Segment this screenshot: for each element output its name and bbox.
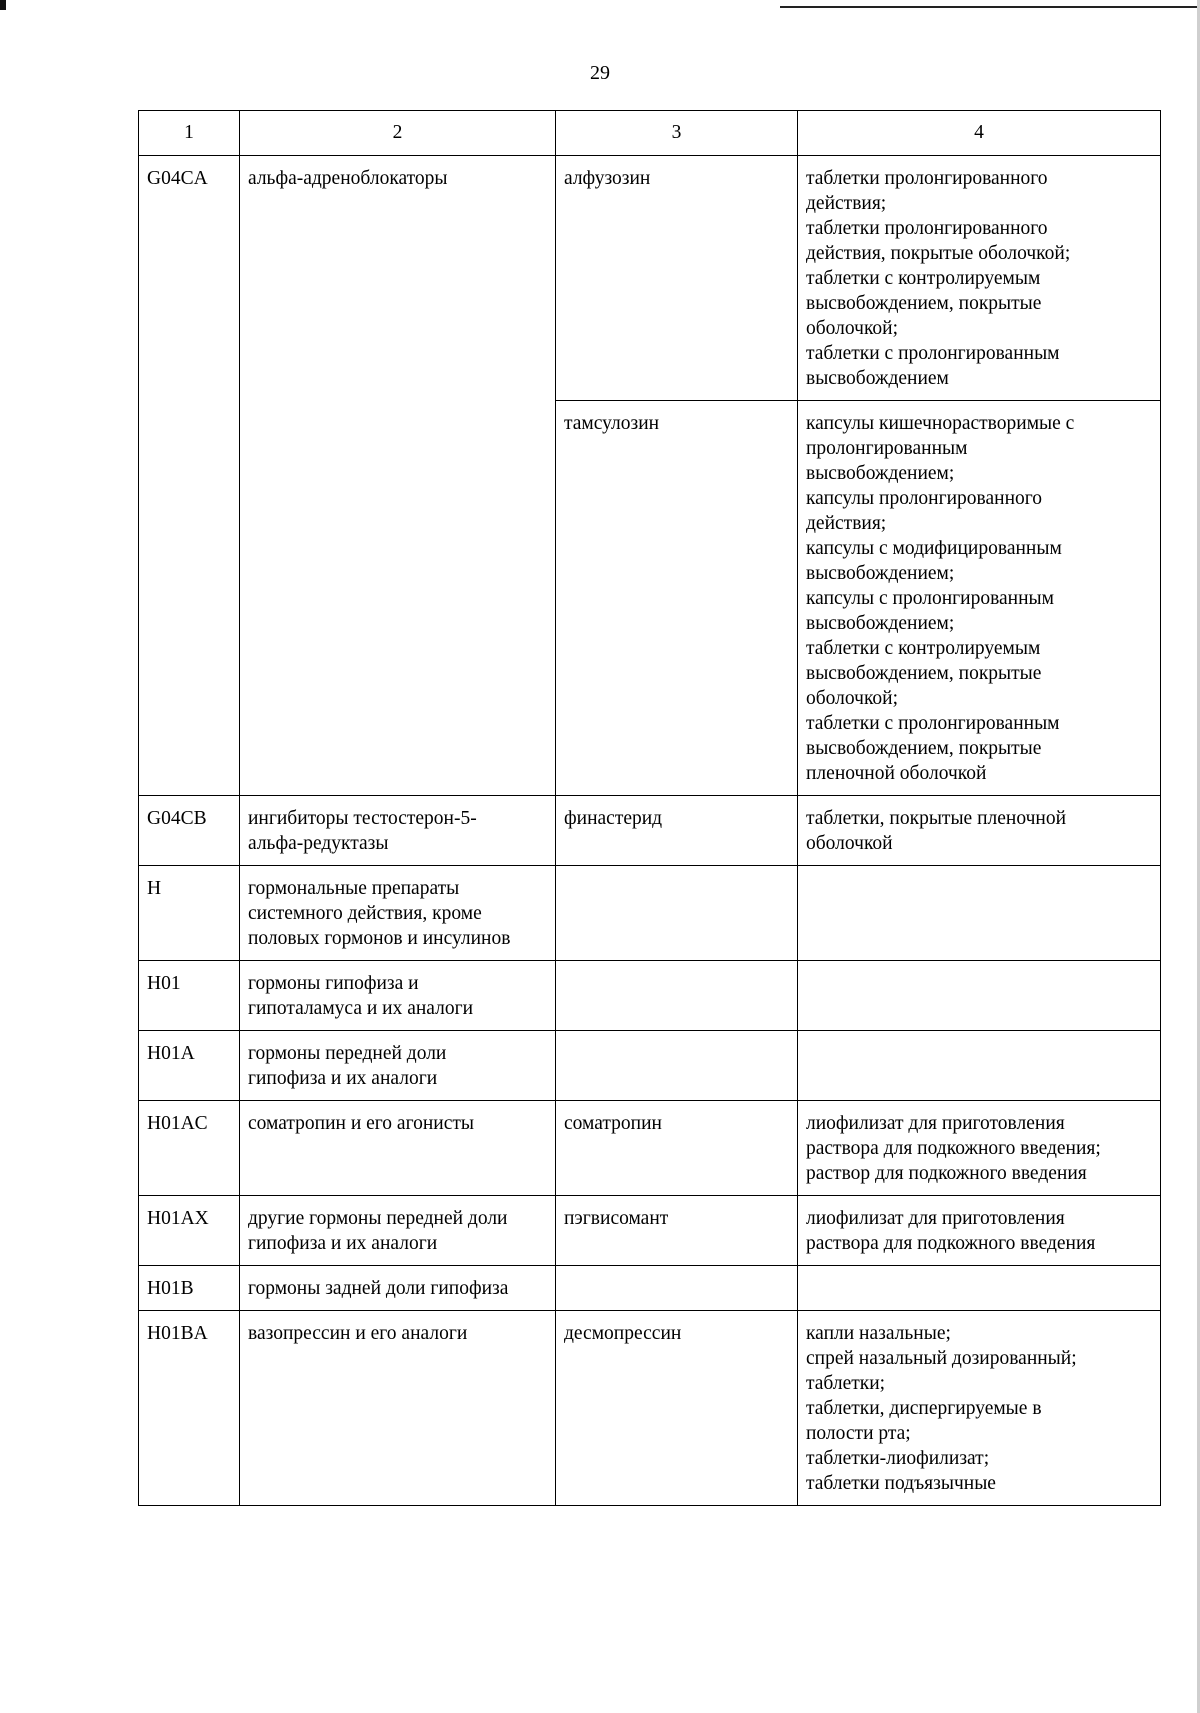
- dosage-form-line: лиофилизат для приготовления: [806, 1113, 1065, 1134]
- dosage-form-line: действия;: [806, 513, 887, 534]
- atc-group-cell: [240, 1196, 556, 1266]
- table-row: [139, 796, 1161, 866]
- dosage-forms-cell: [798, 1311, 1161, 1506]
- dosage-form-line: капсулы с модифицированным: [806, 538, 1062, 559]
- drug-name-cell: финастерид: [556, 796, 798, 866]
- group-line: вазопрессин и его аналоги: [248, 1323, 468, 1344]
- dosage-form-line: раствор для подкожного введения: [806, 1163, 1087, 1184]
- dosage-form-line: таблетки пролонгированного: [806, 218, 1048, 239]
- dosage-forms-cell: [798, 1196, 1161, 1266]
- group-line: гормональные препараты: [248, 878, 460, 899]
- drug-name-cell: пэгвисомант: [556, 1196, 798, 1266]
- table-row: [139, 1266, 1161, 1311]
- dosage-form-line: таблетки с контролируемым: [806, 638, 1041, 659]
- table-row: [139, 866, 1161, 961]
- dosage-form-line: спрей назальный дозированный;: [806, 1348, 1077, 1369]
- table-row: [139, 1101, 1161, 1196]
- dosage-form-line: таблетки с пролонгированным: [806, 713, 1060, 734]
- atc-group-cell: [240, 866, 556, 961]
- column-header-3: 3: [556, 111, 798, 156]
- group-line: гипофиза и их аналоги: [248, 1233, 438, 1254]
- group-line: соматропин и его агонисты: [248, 1113, 475, 1134]
- dosage-forms-cell: [798, 1266, 1161, 1311]
- drug-name-cell: [556, 866, 798, 961]
- dosage-form-line: действия, покрытые оболочкой;: [806, 243, 1071, 264]
- atc-group-cell: [240, 961, 556, 1031]
- group-line: альфа-редуктазы: [248, 833, 389, 854]
- dosage-form-line: раствора для подкожного введения;: [806, 1138, 1101, 1159]
- dosage-form-line: капсулы кишечнорастворимые с: [806, 413, 1075, 434]
- dosage-form-line: высвобождением;: [806, 613, 955, 634]
- dosage-form-line: капсулы пролонгированного: [806, 488, 1043, 509]
- dosage-forms-cell: [798, 401, 1161, 796]
- page-number: 29: [590, 62, 610, 84]
- atc-group-cell: [240, 1311, 556, 1506]
- table-row: [139, 1196, 1161, 1266]
- dosage-form-line: высвобождением;: [806, 563, 955, 584]
- dosage-form-line: действия;: [806, 193, 887, 214]
- atc-group-cell: [240, 1101, 556, 1196]
- atc-group-cell: [240, 1266, 556, 1311]
- dosage-form-line: пленочной оболочкой: [806, 763, 987, 784]
- group-line: другие гормоны передней доли: [248, 1208, 508, 1229]
- drug-name-cell: алфузозин: [556, 156, 798, 401]
- table-row: [139, 1031, 1161, 1101]
- atc-code-cell: H01AC: [139, 1101, 240, 1196]
- dosage-form-line: оболочкой;: [806, 688, 899, 709]
- dosage-form-line: высвобождением;: [806, 463, 955, 484]
- table-header-row: [139, 111, 1161, 156]
- group-line: половых гормонов и инсулинов: [248, 928, 511, 949]
- dosage-form-line: высвобождением: [806, 368, 949, 389]
- drug-name-cell: десмопрессин: [556, 1311, 798, 1506]
- dosage-form-line: раствора для подкожного введения: [806, 1233, 1096, 1254]
- dosage-form-line: таблетки-лиофилизат;: [806, 1448, 990, 1469]
- group-line: гипофиза и их аналоги: [248, 1068, 438, 1089]
- atc-code-cell: G04CA: [139, 156, 240, 796]
- dosage-form-line: высвобождением, покрытые: [806, 738, 1042, 759]
- dosage-form-line: лиофилизат для приготовления: [806, 1208, 1065, 1229]
- group-line: гормоны передней доли: [248, 1043, 447, 1064]
- dosage-form-line: таблетки;: [806, 1373, 886, 1394]
- drug-name-cell: соматропин: [556, 1101, 798, 1196]
- column-header-1: 1: [139, 111, 240, 156]
- atc-code-cell: H01: [139, 961, 240, 1031]
- atc-group-cell: альфа-адреноблокаторы: [240, 156, 556, 796]
- dosage-form-line: таблетки с пролонгированным: [806, 343, 1060, 364]
- group-line: системного действия, кроме: [248, 903, 482, 924]
- dosage-form-line: высвобождением, покрытые: [806, 293, 1042, 314]
- table-row: [139, 1311, 1161, 1506]
- group-line: гормоны задней доли гипофиза: [248, 1278, 509, 1299]
- atc-code-cell: G04CB: [139, 796, 240, 866]
- drug-name-cell: [556, 961, 798, 1031]
- drug-name-cell: тамсулозин: [556, 401, 798, 796]
- atc-code-cell: H01B: [139, 1266, 240, 1311]
- column-header-4: 4: [798, 111, 1161, 156]
- dosage-forms-cell: [798, 1101, 1161, 1196]
- atc-code-cell: H01A: [139, 1031, 240, 1101]
- dosage-form-line: оболочкой: [806, 833, 893, 854]
- atc-code-cell: H01BA: [139, 1311, 240, 1506]
- table-row: [139, 961, 1161, 1031]
- drug-name-cell: [556, 1266, 798, 1311]
- group-line: гормоны гипофиза и: [248, 973, 419, 994]
- column-header-2: 2: [240, 111, 556, 156]
- group-line: гипоталамуса и их аналоги: [248, 998, 474, 1019]
- dosage-form-line: пролонгированным: [806, 438, 968, 459]
- atc-group-cell: [240, 796, 556, 866]
- scan-artifact-corner: [0, 0, 6, 10]
- dosage-form-line: таблетки подъязычные: [806, 1473, 996, 1494]
- scan-artifact-top-line: [780, 6, 1200, 8]
- dosage-forms-cell: [798, 796, 1161, 866]
- dosage-form-line: оболочкой;: [806, 318, 899, 339]
- group-line: ингибиторы тестостерон-5-: [248, 808, 477, 829]
- atc-code-cell: H01AX: [139, 1196, 240, 1266]
- table-row: [139, 156, 1161, 401]
- dosage-form-line: полости рта;: [806, 1423, 911, 1444]
- atc-code-cell: H: [139, 866, 240, 961]
- dosage-form-line: таблетки, диспергируемые в: [806, 1398, 1042, 1419]
- atc-group-cell: [240, 1031, 556, 1101]
- dosage-forms-cell: [798, 1031, 1161, 1101]
- dosage-form-line: таблетки, покрытые пленочной: [806, 808, 1067, 829]
- dosage-form-line: высвобождением, покрытые: [806, 663, 1042, 684]
- dosage-forms-cell: [798, 961, 1161, 1031]
- dosage-form-line: таблетки с контролируемым: [806, 268, 1041, 289]
- dosage-forms-cell: [798, 866, 1161, 961]
- drug-classification-table: [138, 110, 1161, 1506]
- dosage-forms-cell: [798, 156, 1161, 401]
- dosage-form-line: капсулы с пролонгированным: [806, 588, 1054, 609]
- dosage-form-line: таблетки пролонгированного: [806, 168, 1048, 189]
- drug-name-cell: [556, 1031, 798, 1101]
- dosage-form-line: капли назальные;: [806, 1323, 951, 1344]
